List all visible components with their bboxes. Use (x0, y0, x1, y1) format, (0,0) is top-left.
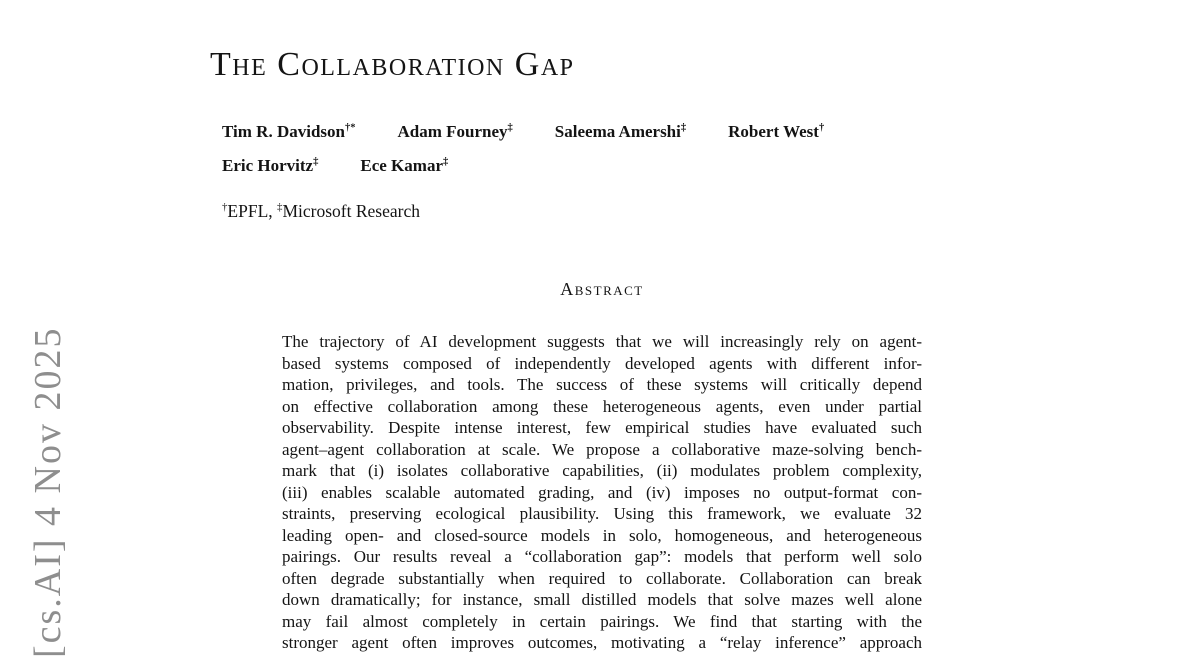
abstract-line: may fail almost completely in certain pairings. We find that starting with the (282, 611, 922, 631)
author-affiliation-marker: ‡ (442, 156, 449, 168)
authors-row-2 (222, 155, 824, 178)
abstract-heading: Abstract (560, 279, 644, 299)
affiliations (222, 200, 420, 222)
author-affiliation-marker: ‡ (680, 122, 687, 134)
author-affiliation-marker: ‡ (507, 122, 513, 134)
author-name: Tim R. Davidson†* (222, 122, 356, 141)
abstract-body (282, 331, 922, 654)
abstract-line: (iii) enables scalable automated grading, and (iv) imposes no output-format con- (282, 482, 922, 502)
author-name: Robert West† (728, 122, 825, 141)
author-affiliation-marker: †* (344, 122, 356, 134)
paper-title: The Collaboration Gap (210, 46, 575, 83)
author-name: Ece Kamar‡ (360, 156, 449, 175)
abstract-line: leading open- and closed-source models in solo, homogeneous, and heterogeneous (282, 525, 922, 545)
abstract-line: often degrade substantially when required to collaborate. Collaboration can break (282, 568, 922, 588)
affiliation-marker: ‡ (277, 201, 283, 214)
abstract-line: stronger agent often improves outcomes, motivating a “relay inference” approach (282, 633, 922, 652)
abstract-line: mark that (i) isolates collaborative capabilities, (ii) modulates problem complexity, (282, 461, 922, 480)
abstract-line: mation, privileges, and tools. The success of these systems will critically depend (282, 375, 922, 394)
abstract-line: agent–agent collaboration at scale. We propose a collaborative maze-solving bench- (282, 439, 922, 459)
abstract-line: straints, preserving ecological plausibility. Using this framework, we evaluate 32 (282, 504, 922, 523)
abstract-line: down dramatically; for instance, small distilled models that solve mazes well alone (282, 590, 922, 609)
abstract-line: The trajectory of AI development suggests that we will increasingly rely on agent- (282, 332, 922, 351)
author-name: Adam Fourney‡ (397, 122, 513, 141)
author-block (222, 121, 824, 189)
abstract-line: observability. Despite intense interest, few empirical studies have evaluated such (282, 418, 922, 437)
affiliation-marker: † (222, 201, 228, 214)
affiliation-text: EPFL, (227, 201, 278, 221)
abstract-line: based systems composed of independently developed agents with different infor- (282, 353, 922, 373)
author-name: Eric Horvitz‡ (222, 156, 319, 175)
abstract-line: on effective collaboration among these heterogeneous agents, even under partial (282, 396, 922, 416)
author-affiliation-marker: ‡ (313, 156, 319, 168)
arxiv-watermark: [cs.AI] 4 Nov 2025 (27, 326, 69, 658)
abstract-line: pairings. Our results reveal a “collaboration gap”: models that perform well solo (282, 547, 922, 566)
affiliation-text: Microsoft Research (282, 201, 420, 221)
authors-row-1 (222, 121, 824, 144)
author-name: Saleema Amershi‡ (554, 122, 687, 141)
author-affiliation-marker: † (818, 122, 825, 134)
